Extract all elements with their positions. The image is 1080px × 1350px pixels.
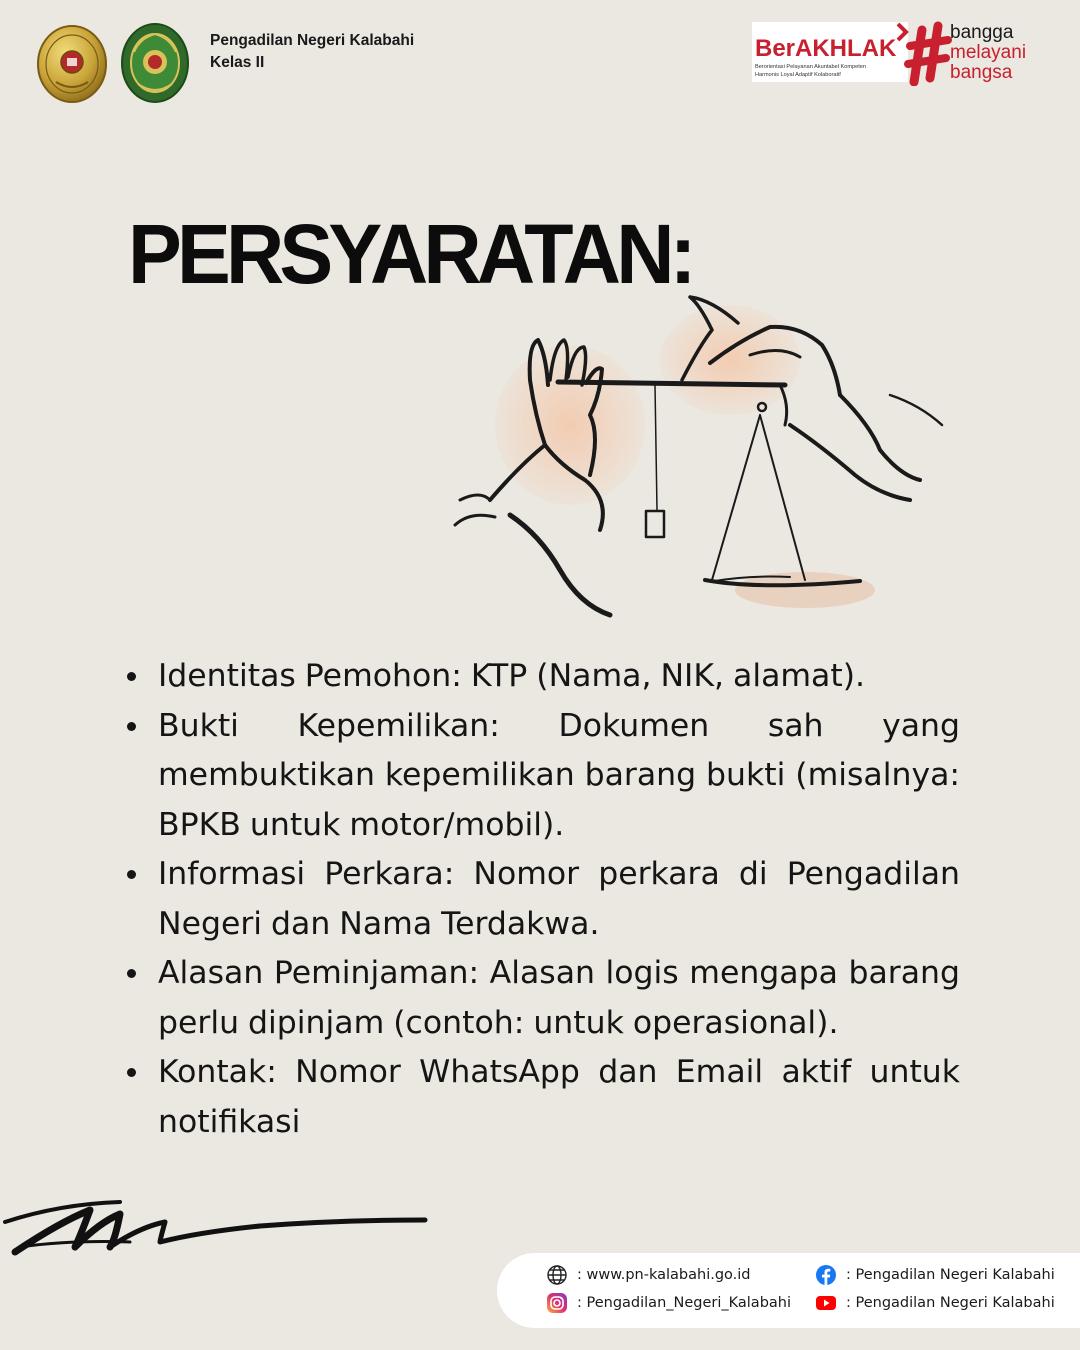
berakhlak-title: BerAKHLAK — [755, 35, 897, 62]
court-class: Kelas II — [210, 54, 265, 71]
pn-kalabahi-emblem-icon — [120, 22, 190, 104]
berakhlak-logo — [752, 20, 1050, 86]
slogan-melayani: melayani — [950, 42, 1027, 63]
facebook-contact[interactable] — [815, 1264, 1055, 1286]
hashtag-icon — [908, 26, 948, 82]
supreme-court-emblem-icon — [36, 24, 108, 104]
brush-stroke-decoration — [0, 1192, 430, 1262]
facebook-icon — [815, 1264, 837, 1286]
scale-of-justice-icon — [450, 285, 950, 645]
youtube-text: : Pengadilan Negeri Kalabahi — [846, 1295, 1055, 1311]
instagram-icon — [546, 1292, 568, 1314]
instagram-text: : Pengadilan_Negeri_Kalabahi — [577, 1295, 792, 1311]
berakhlak-tagline-1: Berorientasi Pelayanan Akuntabel Kompeten — [755, 64, 867, 70]
list-item: Informasi Perkara: Nomor perkara di Pengadilan Negeri dan Nama Terdakwa. — [158, 850, 960, 949]
youtube-contact[interactable] — [815, 1292, 1055, 1314]
facebook-text: : Pengadilan Negeri Kalabahi — [846, 1267, 1055, 1283]
youtube-icon — [815, 1292, 837, 1314]
list-item: Bukti Kepemilikan: Dokumen sah yang membuktikan kepemilikan barang bukti (misalnya: BPKB untuk motor/mobil). — [158, 702, 960, 851]
website-contact[interactable] — [546, 1264, 751, 1286]
requirements-list — [158, 652, 960, 1147]
list-item: Identitas Pemohon: KTP (Nama, NIK, alamat). — [158, 652, 960, 702]
berakhlak-tagline-2: Harmonis Loyal Adaptif Kolaboratif — [755, 72, 841, 78]
instagram-contact[interactable] — [546, 1292, 791, 1314]
website-text: : www.pn-kalabahi.go.id — [577, 1267, 751, 1283]
page-title: PERSYARATAN: — [128, 207, 692, 301]
slogan-bangsa: bangsa — [950, 62, 1013, 83]
slogan-bangga: bangga — [950, 22, 1014, 43]
list-item: Kontak: Nomor WhatsApp dan Email aktif untuk notifikasi — [158, 1048, 960, 1147]
court-name: Pengadilan Negeri Kalabahi — [210, 32, 415, 49]
globe-icon — [546, 1264, 568, 1286]
court-name-block — [210, 30, 414, 74]
list-item: Alasan Peminjaman: Alasan logis mengapa barang perlu dipinjam (contoh: untuk operasional). — [158, 949, 960, 1048]
